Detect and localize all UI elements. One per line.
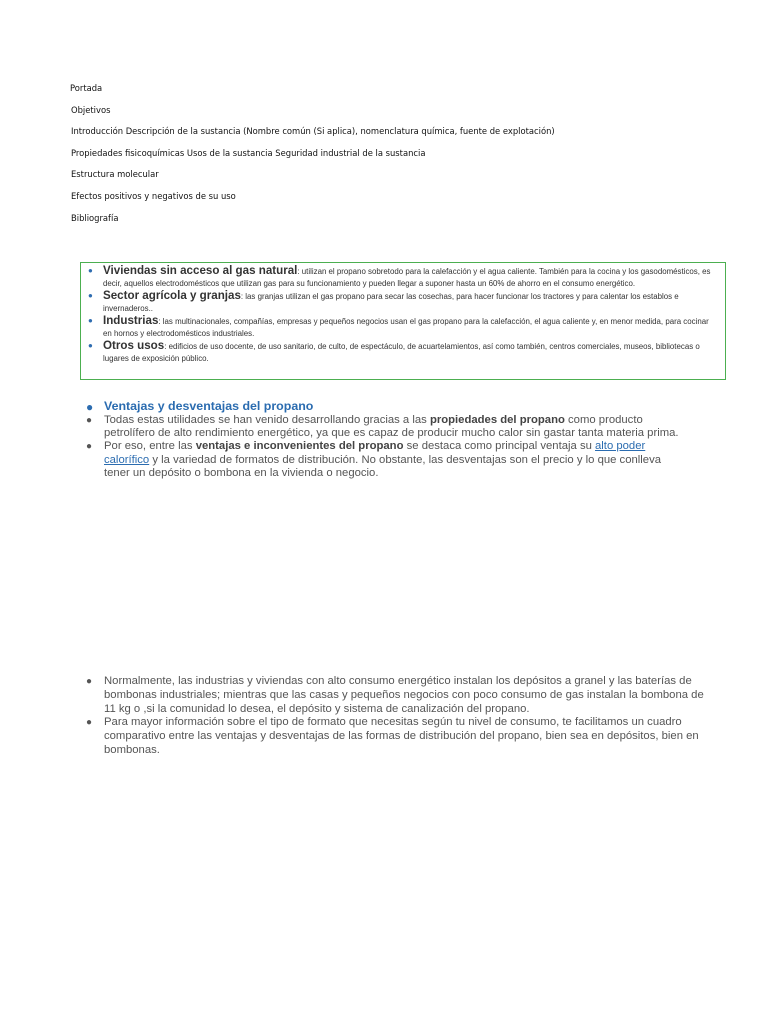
paragraph-2 [84,440,684,480]
bullet-icon: ● [88,341,93,350]
list-item [87,290,719,315]
text: Por eso, entre las [104,440,196,453]
use-title: Otros usos [103,339,165,352]
toc-item-objetivos: Objetivos [71,104,111,115]
bullet-icon: ● [88,291,93,300]
distribution-section [84,675,704,758]
bullet-icon: ● [86,717,93,729]
text: Todas estas utilidades se han venido desarrollando gracias a las [104,414,430,426]
use-text: : las multinacionales, compañías, empresas y pequeños negocios usan el gas propano para la calefacción, el agua caliente y, en menor medida, para cocinar en hornos y electrodomésticos industriales. [103,317,709,338]
toc-item-bibliografia: Bibliografía [71,212,119,223]
section-heading [84,398,684,414]
text: Para mayor información sobre el tipo de formato que necesitas según tu nivel de consumo, te facilitamos un cuadro comparativo entre las ventajas y desventajas de las formas de distribución del propano, bien sea en depósitos, bien en bombonas. [104,716,699,756]
use-text: : edificios de uso docente, de uso sanitario, de culto, de espectáculo, de acuartelamientos, así como también, centros comerciales, museos, bibliotecas o lugares de exposición público. [103,342,700,363]
list-item [87,340,719,365]
use-text: : utilizan el propano sobretodo para la calefacción y el agua caliente. También para la cocina y los gasodomésticos, es decir, aquellos electrodomésticos que utilizan gas para su funcionamiento y pueden llegar a suponer hasta un 60% de ahorro en el consumo energético. [103,267,711,288]
toc-item-estructura: Estructura molecular [71,169,159,180]
list-item [87,265,719,290]
use-title: Industrias [103,314,159,327]
text: como producto petrolífero de alto rendimiento energético, ya que es capaz de producir mucho calor sin gastar tanta materia prima. [104,414,679,440]
calorific-link[interactable]: alto poder calorífico [104,440,646,466]
bold-text: ventajas e inconvenientes del propano [195,440,404,453]
toc-item-propiedades: Propiedades fisicoquímicas Usos de la sustancia Seguridad industrial de la sustancia [71,147,426,158]
ventajas-section [84,398,684,480]
bullet-icon: ● [86,441,93,453]
toc-item-portada: Portada [70,83,103,93]
table-of-contents [70,83,730,234]
uses-box [80,262,726,380]
bullet-icon: ● [88,266,93,275]
paragraph-3 [84,675,704,716]
paragraph-1 [84,414,684,440]
bold-text: propiedades del propano [429,414,565,426]
text: se destaca como principal ventaja su [403,440,596,453]
use-title: Sector agrícola y granjas [103,289,241,302]
bullet-icon: ● [86,415,93,426]
text: y la variedad de formatos de distribución. No obstante, las desventajas son el precio y lo que conlleva tener un depósito o bombona en la vivienda o negocio. [104,453,662,479]
toc-item-efectos: Efectos positivos y negativos de su uso [71,190,236,201]
paragraph-4 [84,716,704,757]
bullet-icon: ● [86,400,94,414]
use-title: Viviendas sin acceso al gas natural [103,264,298,277]
heading-text: Ventajas y desventajas del propano [104,399,314,413]
uses-list [87,265,719,365]
list-item [87,315,719,340]
use-text: : las granjas utilizan el gas propano para secar las cosechas, para hacer funcionar los tractores y para calentar los establos e invernaderos.. [103,292,679,313]
text: Normalmente, las industrias y viviendas con alto consumo energético instalan los depósitos a granel y las baterías de bombonas industriales; mientras que las casas y pequeños negocios con poco consumo de gas instalan la bombona de 11 kg o ,si la comunidad lo desea, el depósito y sistema de canalización del propano. [104,675,704,715]
bullet-icon: ● [86,676,93,687]
toc-item-introduccion: Introducción Descripción de la sustancia (Nombre común (Si aplica), nomenclatura química, fuente de explotación) [71,126,555,137]
bullet-icon: ● [88,316,93,325]
